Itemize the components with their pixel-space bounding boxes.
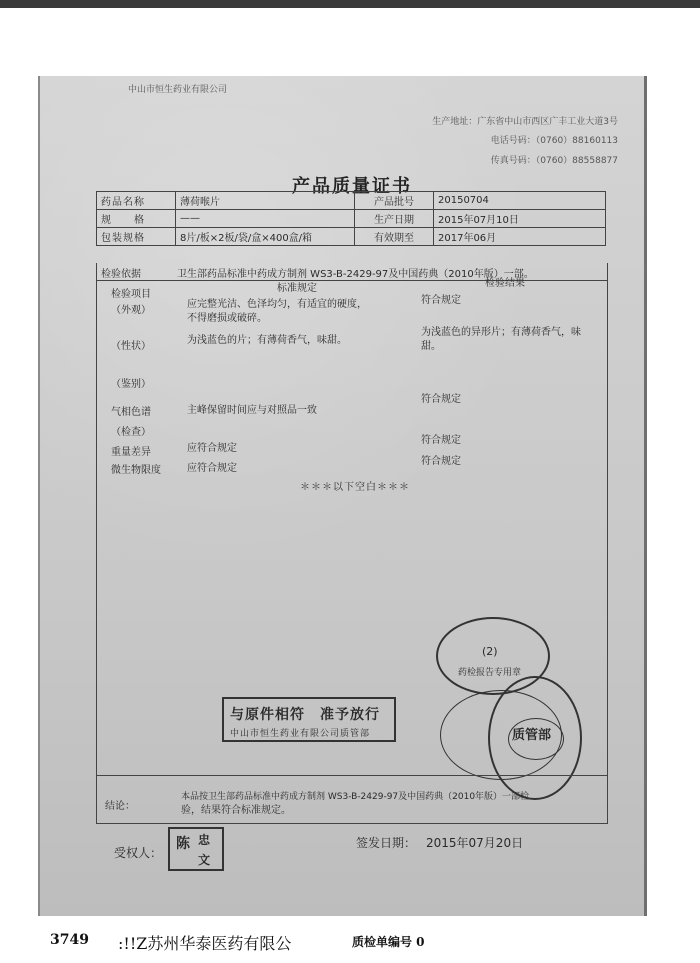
basis-label: 检验依据 — [101, 269, 141, 280]
item-name: 气相色谱 — [111, 407, 151, 418]
field-label: 规 格 — [97, 210, 176, 228]
column-header-item: 检验项目 — [111, 289, 151, 300]
column-header-result: 检验结果 — [485, 278, 525, 289]
item-name: （性状） — [111, 341, 151, 352]
copy-conformity-stamp — [222, 697, 396, 742]
field-value: 8片/板×2板/袋/盒×400盒/箱 — [176, 228, 355, 246]
column-header-standard: 标准规定 — [277, 283, 317, 294]
item-name: （鉴别） — [111, 379, 151, 390]
scan-top-edge — [0, 0, 700, 8]
end-mark: ＊＊＊以下空白＊＊＊ — [300, 482, 410, 493]
issue-date: 2015年07月20日 — [426, 836, 524, 850]
item-result: 为浅蓝色的异形片；有薄荷香气，味 — [421, 327, 581, 338]
item-result: 符合规定 — [421, 456, 461, 467]
footer-label: 质检单编号 0 — [352, 935, 425, 949]
seal-number: (2) — [482, 645, 498, 658]
table-row — [97, 192, 606, 210]
conclusion-text: 本品按卫生部药品标准中药成方制剂 WS3-B-2429-97及中国药典（2010年版）一部检 — [181, 792, 530, 802]
item-standard: 应完整光洁、色泽均匀，有适宜的硬度， — [187, 299, 367, 310]
stamp-text: 与原件相符 准予放行 — [230, 707, 380, 723]
table-row — [97, 228, 606, 246]
field-label: 产品批号 — [355, 192, 434, 210]
item-result: 甜。 — [421, 341, 441, 352]
footer-company: :!!Z苏州华泰医药有限公 — [118, 934, 292, 953]
field-value: 2015年07月10日 — [434, 210, 606, 228]
item-name: （检查） — [111, 427, 151, 438]
item-name: 重量差异 — [111, 447, 151, 458]
field-value: —— — [176, 210, 355, 228]
item-result: 符合规定 — [421, 435, 461, 446]
test-basis-row — [96, 263, 608, 281]
field-value: 薄荷喉片 — [176, 192, 355, 210]
conclusion-text: 验，结果符合标准规定。 — [181, 805, 291, 816]
seal-text: 质管部 — [512, 728, 552, 743]
issue-date-label: 签发日期： — [356, 836, 417, 850]
footer-bar — [0, 928, 700, 956]
footer-number: 3749 — [50, 932, 89, 948]
field-label: 包装规格 — [97, 228, 176, 246]
field-label: 生产日期 — [355, 210, 434, 228]
item-standard: 不得磨损或破碎。 — [187, 313, 267, 324]
item-standard: 应符合规定 — [187, 463, 237, 474]
item-result: 符合规定 — [421, 394, 461, 405]
fax-line: 传真号码：（0760）88558877 — [490, 156, 618, 166]
table-row — [97, 210, 606, 228]
signature-stamp: 陈 忠 文 — [168, 827, 224, 871]
product-info-table — [96, 191, 606, 246]
field-value: 2017年06月 — [434, 228, 606, 246]
address-line: 生产地址：广东省中山市西区广丰工业大道3号 — [432, 117, 618, 127]
field-label: 药品名称 — [97, 192, 176, 210]
phone-line: 电话号码：（0760）88160113 — [490, 136, 618, 146]
item-standard: 应符合规定 — [187, 443, 237, 454]
item-standard: 主峰保留时间应与对照品一致 — [187, 405, 317, 416]
field-label: 有效期至 — [355, 228, 434, 246]
conclusion-row — [96, 775, 608, 824]
item-standard: 为浅蓝色的片；有薄荷香气，味甜。 — [187, 335, 347, 346]
item-name: 微生物限度 — [111, 465, 161, 476]
stamp-text: 中山市恒生药业有限公司质管部 — [230, 729, 371, 739]
basis-value: 卫生部药品标准中药成方制剂 WS3-B-2429-97及中国药典（2010年版）一部。 — [177, 269, 534, 280]
item-result: 符合规定 — [421, 295, 461, 306]
company-header: 中山市恒生药业有限公司 — [128, 85, 228, 95]
field-value: 20150704 — [434, 192, 606, 210]
conclusion-label: 结论： — [105, 801, 135, 812]
item-name: （外观） — [111, 305, 151, 316]
signer-label: 受权人： — [114, 846, 163, 860]
seal-text: 药检报告专用章 — [458, 668, 522, 678]
certificate-title: 产品质量证书 — [292, 176, 412, 197]
